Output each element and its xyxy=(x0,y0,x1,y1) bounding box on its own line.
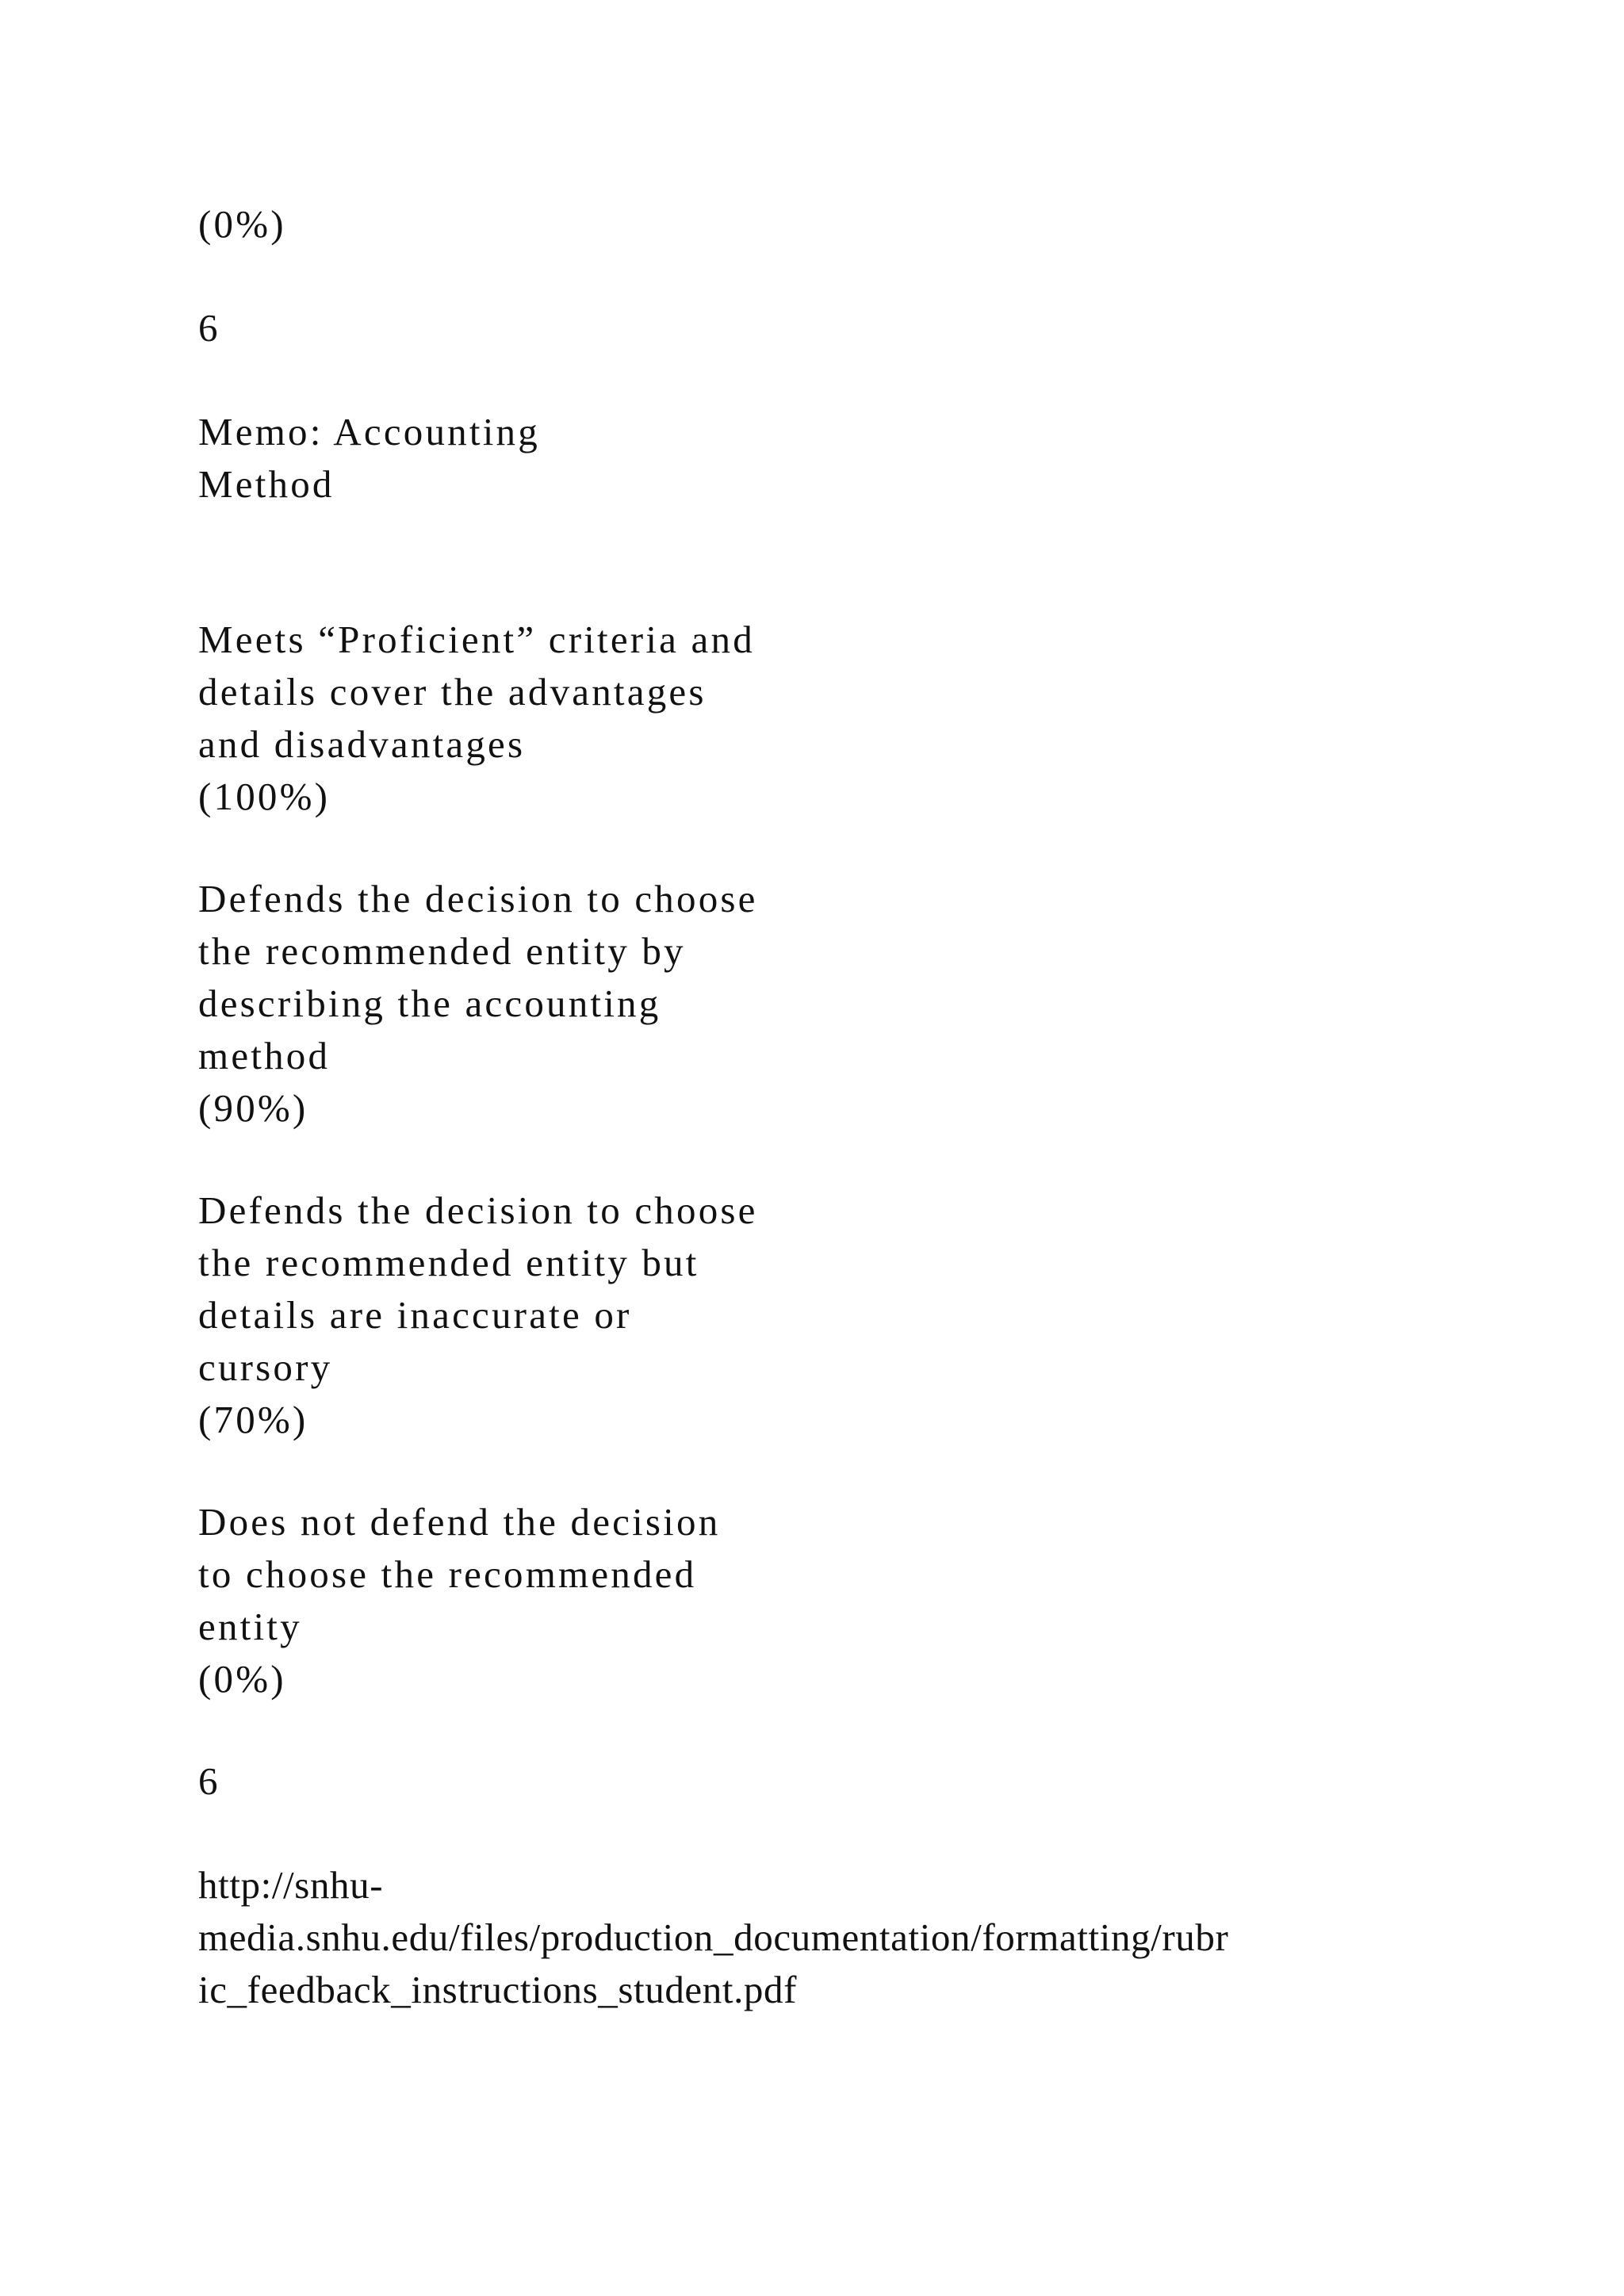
points-value-top xyxy=(198,302,220,354)
criterion-title xyxy=(198,406,540,511)
text-line: describing the accounting xyxy=(198,982,661,1025)
rubric-feedback-link[interactable] xyxy=(198,1859,1228,2016)
text-line: (100%) xyxy=(198,775,331,818)
text-line: entity xyxy=(198,1605,302,1648)
text-line[interactable]: ic_feedback_instructions_student.pdf xyxy=(198,1968,798,2011)
points-value-bottom xyxy=(198,1755,220,1808)
text-line: to choose the recommended xyxy=(198,1552,697,1596)
proficient-description xyxy=(198,873,758,1135)
text-line[interactable]: media.snhu.edu/files/production_documentation/formatting/rubr xyxy=(198,1915,1229,1959)
text-line: details cover the advantages xyxy=(198,670,707,714)
text-line: 6 xyxy=(198,1759,220,1803)
exemplary-description xyxy=(198,614,755,823)
text-line: and disadvantages xyxy=(198,722,526,766)
not-evident-description xyxy=(198,1496,720,1705)
text-line: cursory xyxy=(198,1345,333,1389)
text-line: Method xyxy=(198,462,335,506)
percent-zero-top xyxy=(198,198,286,251)
text-line: 6 xyxy=(198,306,220,350)
text-line: details are inaccurate or xyxy=(198,1293,632,1337)
text-line: Does not defend the decision xyxy=(198,1500,721,1544)
text-line: (0%) xyxy=(198,1657,286,1701)
text-line[interactable]: http://snhu- xyxy=(198,1863,384,1907)
text-line: method xyxy=(198,1034,331,1077)
text-line: (90%) xyxy=(198,1086,308,1130)
text-line: (70%) xyxy=(198,1398,308,1441)
text-line: Defends the decision to choose xyxy=(198,877,758,920)
text-line: the recommended entity but xyxy=(198,1241,699,1284)
text-line: (0%) xyxy=(198,202,286,246)
text-line: the recommended entity by xyxy=(198,929,686,973)
text-line: Defends the decision to choose xyxy=(198,1188,758,1232)
text-line: Meets “Proficient” criteria and xyxy=(198,618,755,661)
text-line: Memo: Accounting xyxy=(198,410,540,453)
needs-improvement-description xyxy=(198,1184,758,1446)
